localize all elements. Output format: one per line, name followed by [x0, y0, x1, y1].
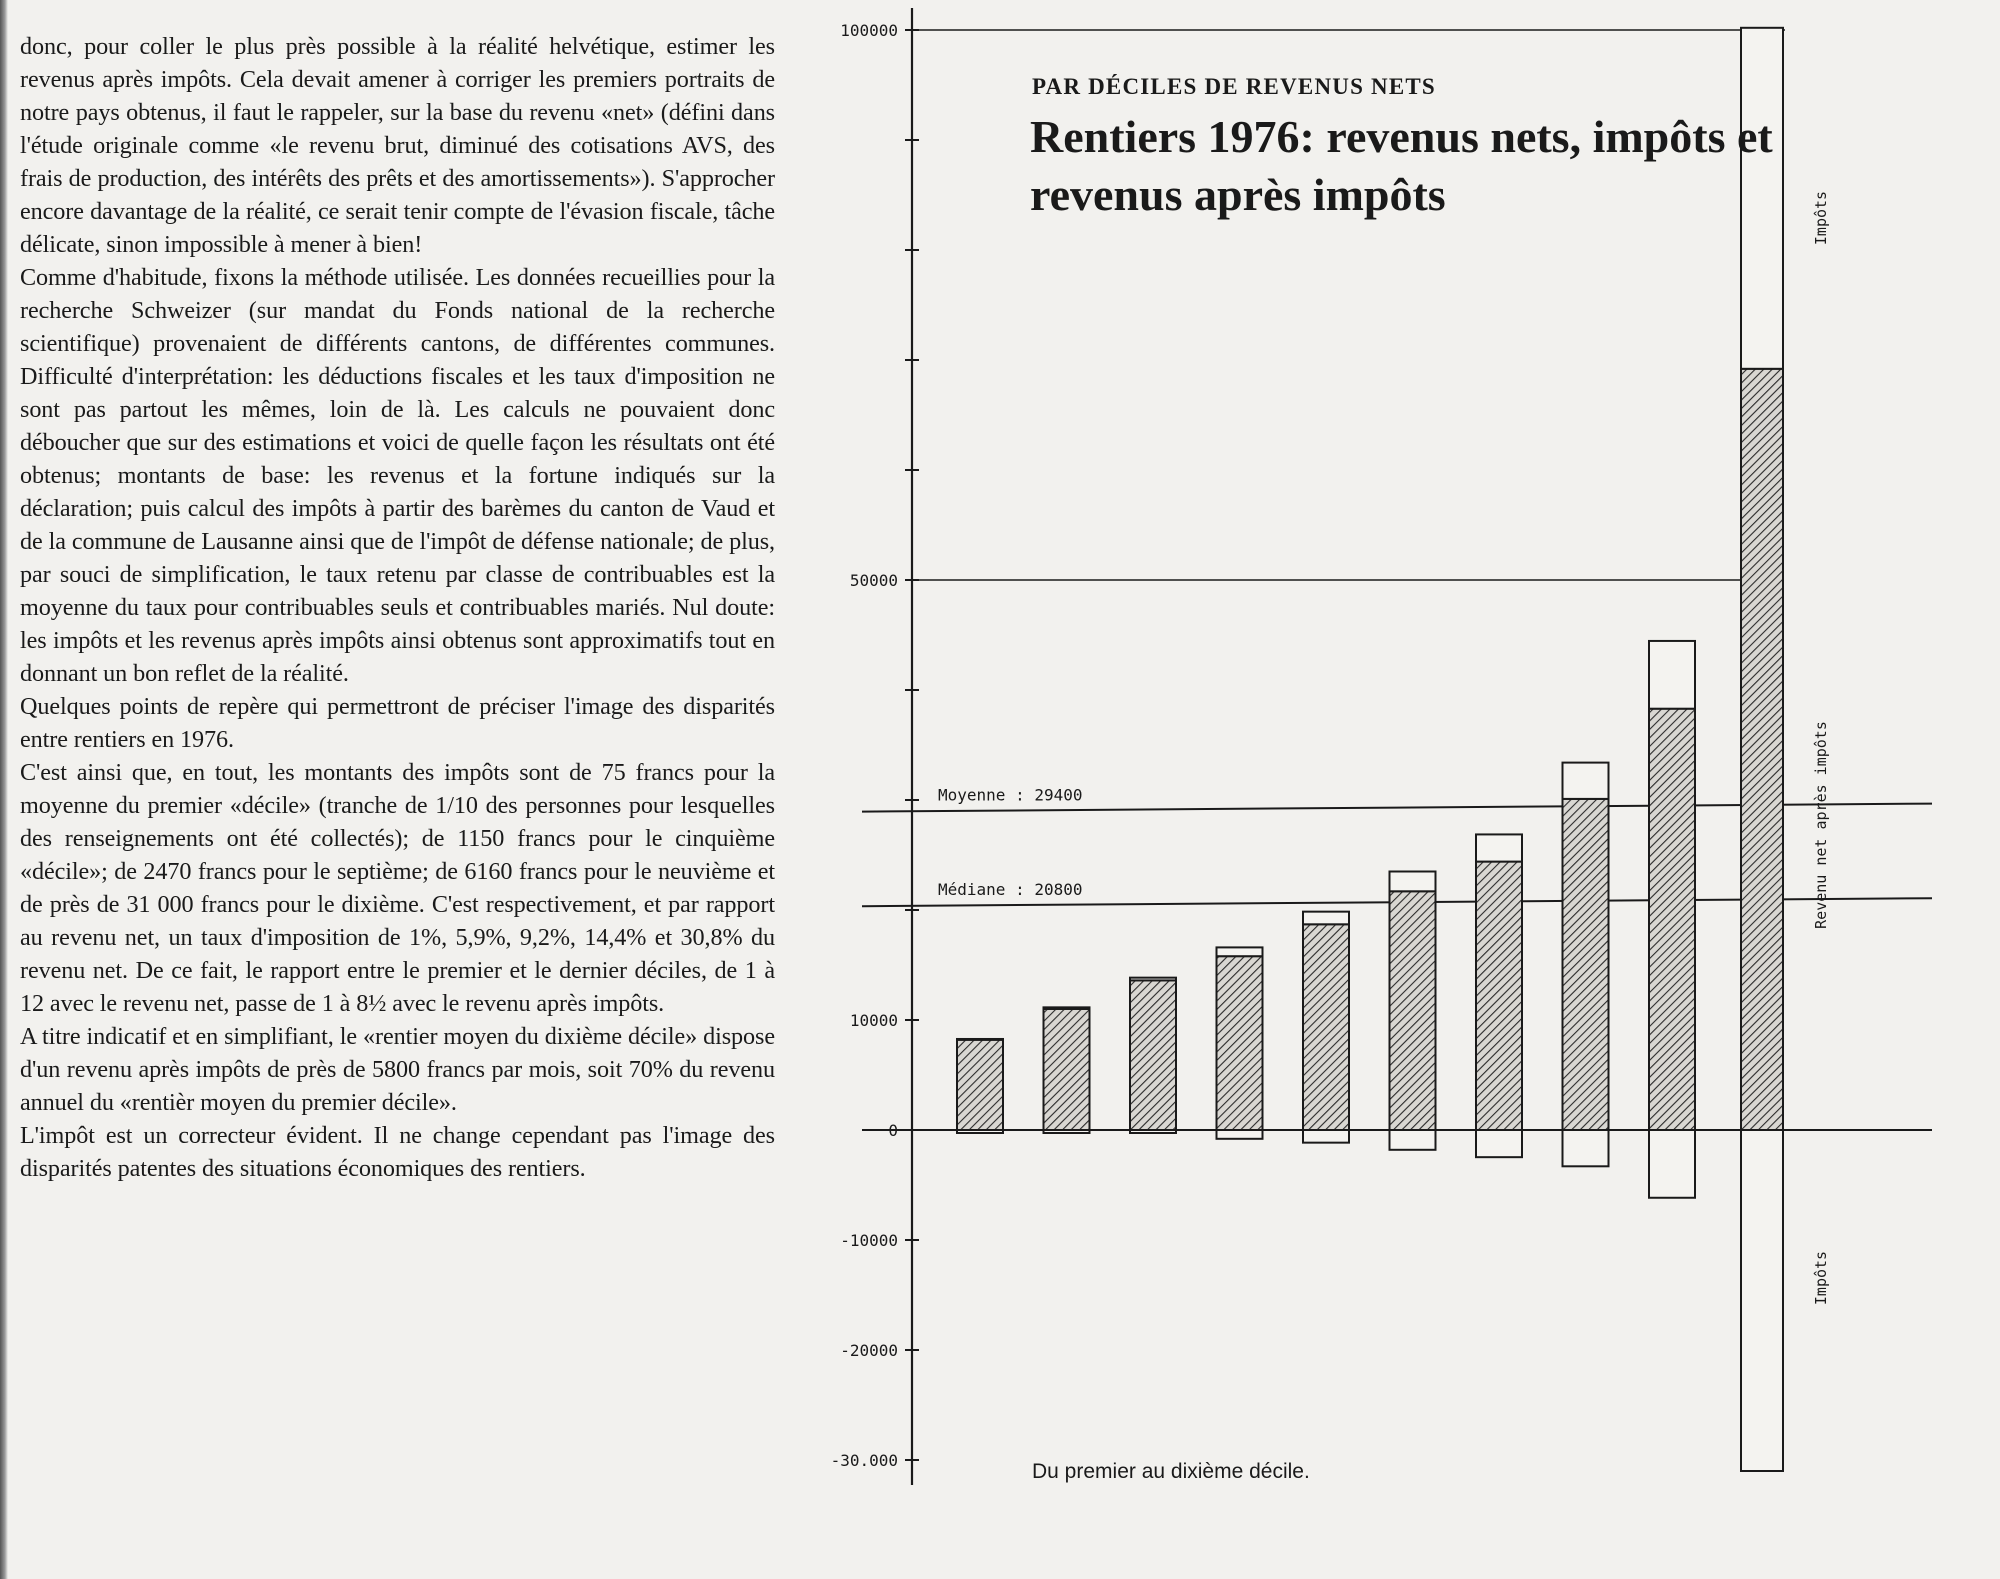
y-tick-label: 0: [888, 1121, 898, 1140]
bar-after-tax-10: [1741, 369, 1783, 1130]
mean-label: Moyenne : 29400: [938, 785, 1083, 805]
paragraph: Quelques points de repère qui permettront de préciser l'image des disparités entre rentiers en 1976.: [20, 693, 775, 753]
bar-tax-below-5: [1303, 1130, 1349, 1143]
page-binding-edge: [0, 0, 8, 1579]
bar-tax-top-7: [1476, 834, 1522, 861]
bar-tax-below-3: [1130, 1130, 1176, 1133]
paragraph: C'est ainsi que, en tout, les montants des impôts sont de 75 francs pour la moyenne du premier «décile» (tranche de 1/10 des personnes pour lesquelles des renseignements ont été collectés); de 1150 francs pour le cinquième «décile»; de 2470 francs pour le septième; de 6160 francs pour le neuvième et de près de 31 000 francs pour le dixième. C'est respectivement, et par rapport au revenu net, un taux d'imposition de 1%, 5,9%, 9,2%, 14,4% et 30,8% du revenu net. De ce fait, le rapport entre le premier et le dernier déciles, de 1 à 12 avec le revenu net, passe de 1 à 8½ avec le revenu après impôts.: [20, 759, 775, 1017]
bar-tax-top-3: [1130, 978, 1176, 981]
bar-tax-below-1: [957, 1130, 1003, 1133]
bar-tax-below-10: [1741, 1130, 1783, 1471]
figure-kicker: PAR DÉCILES DE REVENUS NETS: [1032, 74, 1436, 99]
paragraph: A titre indicatif et en simplifiant, le «rentier moyen du dixième décile» dispose d'un revenu après impôts de près de 5800 francs par mois, soit 70% du revenu annuel du «rentièr moyen du premier décile».: [20, 1023, 775, 1116]
bar-tax-below-4: [1217, 1130, 1263, 1139]
side-label-taxes-bottom: Impôts: [1812, 1250, 1830, 1306]
bar-after-tax-8: [1563, 799, 1609, 1130]
bar-tax-top-6: [1390, 872, 1436, 892]
bar-after-tax-3: [1130, 980, 1176, 1130]
paragraph: L'impôt est un correcteur évident. Il ne change cependant pas l'image des disparités patentes des situations économiques des rentiers.: [20, 1122, 775, 1182]
bar-tax-below-7: [1476, 1130, 1522, 1157]
bar-after-tax-2: [1044, 1009, 1090, 1130]
bar-tax-below-2: [1044, 1130, 1090, 1133]
bar-after-tax-9: [1649, 709, 1695, 1130]
side-label-after-tax: Revenu net après impôts: [1812, 721, 1830, 929]
paragraph: donc, pour coller le plus près possible à la réalité helvétique, estimer les revenus après impôts. Cela devait amener à corriger les premiers portraits de notre pays obtenus, il faut le rappeler, sur la base du revenu «net» (défini dans l'étude originale comme «le revenu brut, diminué des cotisations AVS, des frais de production, des intérêts des prêts et des amortissements»). S'approcher encore davantage de la réalité, ce serait tenir compte de l'évasion fiscale, tâche délicate, sinon impossible à mener à bien!: [20, 33, 775, 258]
article-text: [20, 30, 775, 1185]
bar-tax-top-2: [1044, 1007, 1090, 1009]
figure-caption: Du premier au dixième décile.: [1032, 1460, 1310, 1483]
chart: [800, 0, 2000, 1579]
paragraph: Comme d'habitude, fixons la méthode utilisée. Les données recueillies pour la recherche Schweizer (sur mandat du Fonds national de la recherche scientifique) provenaient de différents cantons, de différentes communes. Difficulté d'interprétation: les déductions fiscales et les taux d'imposition ne sont pas partout les mêmes, loin de là. Les calculs ne pouvaient donc déboucher que sur des estimations et voici de quelle façon les résultats ont été obtenus; montants de base: les revenus et la fortune indiqués sur la déclaration; puis calcul des impôts à partir des barèmes du canton de Vaud et de la commune de Lausanne ainsi que de l'impôt de défense nationale; de plus, par souci de simplification, le taux retenu par classe de contribuables est la moyenne du taux pour contribuables seuls et contribuables mariés. Nul doute: les impôts et les revenus après impôts ainsi obtenus sont approximatifs tout en donnant un bon reflet de la réalité.: [20, 264, 775, 687]
figure-title: Rentiers 1976: revenus nets, impôts et revenus après impôts: [1030, 111, 1773, 220]
bar-tax-below-6: [1390, 1130, 1436, 1150]
median-label: Médiane : 20800: [938, 880, 1083, 900]
y-tick-label: -20000: [840, 1341, 898, 1360]
bar-tax-below-8: [1563, 1130, 1609, 1166]
y-tick-label: -30.000: [830, 1451, 898, 1470]
bar-after-tax-6: [1390, 891, 1436, 1130]
bar-tax-below-9: [1649, 1130, 1695, 1198]
y-tick-label: 100000: [840, 21, 898, 40]
bar-after-tax-1: [957, 1040, 1003, 1130]
bar-tax-top-1: [957, 1039, 1003, 1040]
bar-tax-top-4: [1217, 947, 1263, 956]
bar-after-tax-7: [1476, 862, 1522, 1130]
y-tick-label: 10000: [849, 1011, 898, 1030]
bar-tax-top-8: [1563, 763, 1609, 799]
bar-tax-top-5: [1303, 912, 1349, 925]
bar-tax-top-9: [1649, 641, 1695, 709]
bar-after-tax-4: [1217, 956, 1263, 1130]
side-label-taxes-top: Impôts: [1812, 190, 1830, 246]
y-tick-label: -10000: [840, 1231, 898, 1250]
figure: [800, 0, 2000, 1579]
bar-after-tax-5: [1303, 924, 1349, 1130]
y-tick-label: 50000: [849, 571, 898, 590]
